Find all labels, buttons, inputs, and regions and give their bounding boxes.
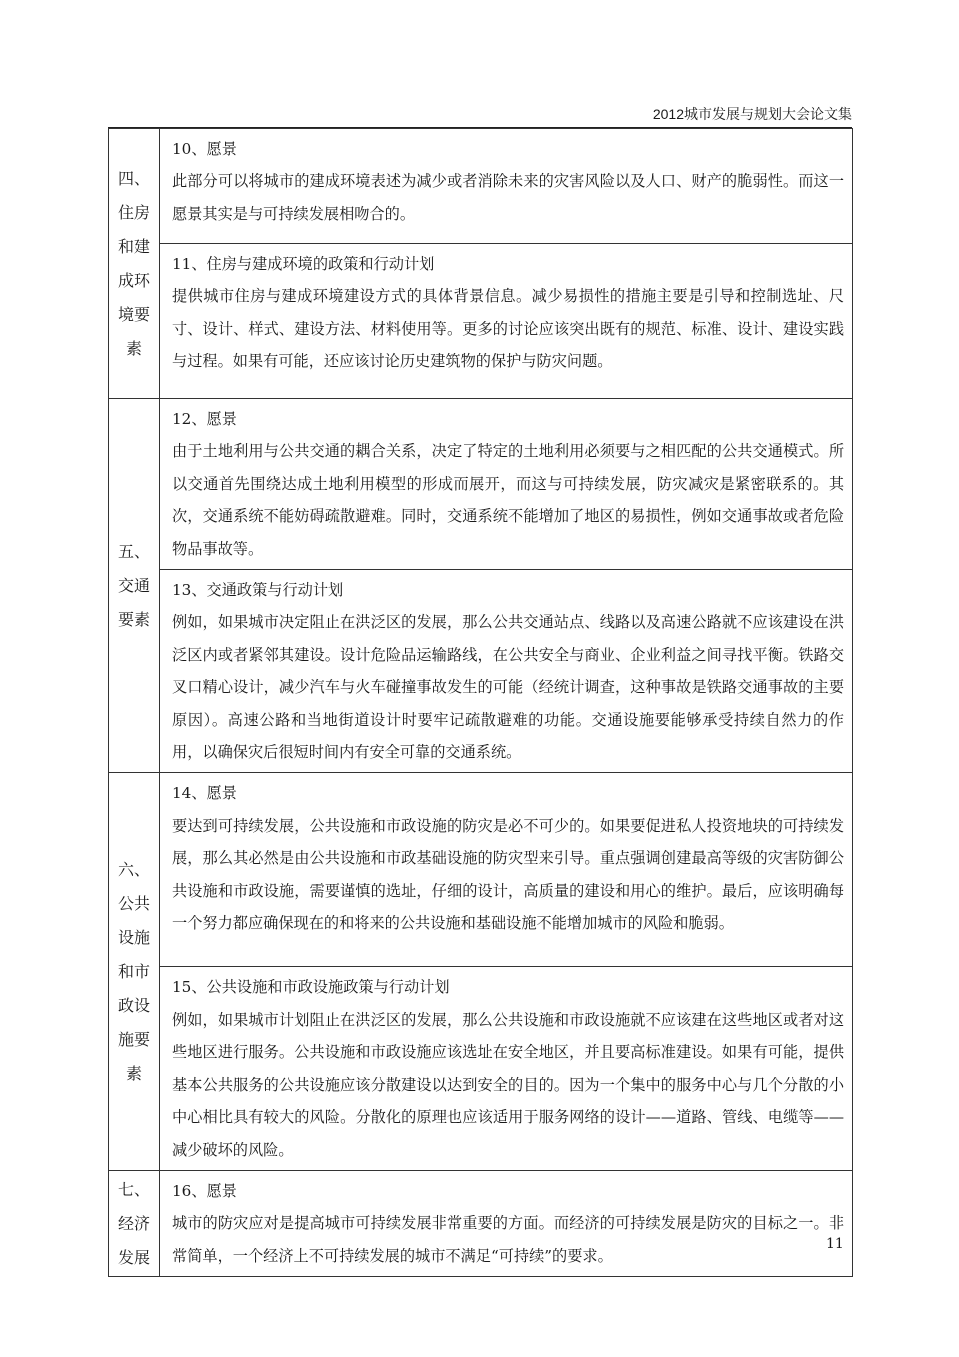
section-label-line: 公共 (117, 893, 150, 913)
table-row (109, 1170, 853, 1276)
item-body: 由于土地利用与公共交通的耦合关系，决定了特定的土地利用必须要与之相匹配的公共交通模式。所以交通首先围绕达成土地利用模型的形成而展开，而这与可持续发展，防灾减灾是紧密联系的。其次，交通系统不能妨碍疏散避难。同时，交通系统不能增加了地区的易损性，例如交通事故或者危险物品事故等。 (172, 442, 844, 558)
item-heading: 14、愿景 (172, 784, 237, 803)
section-label (109, 129, 160, 399)
table-row (109, 129, 853, 244)
item-heading: 11、住房与建成环境的政策和行动计划 (172, 255, 435, 273)
item-body: 例如，如果城市计划阻止在洪泛区的发展，那么公共设施和市政设施就不应该建在这些地区或者对这些地区进行服务。公共设施和市政设施应该选址在安全地区，并且要高标准建设。如果有可能，提供基本公共服务的公共设施应该分散建设以达到安全的目的。因为一个集中的服务中心与几个分散的小中心相比具有较大的风险。分散化的原理也应该适用于服务网络的设计——道路、管线、电缆等——减少破坏的风险。 (172, 1010, 844, 1159)
section-label-line: 境要 (117, 304, 150, 324)
section-label (109, 1170, 160, 1276)
section-label-line: 要素 (117, 609, 150, 629)
section-label-line: 经济 (117, 1213, 150, 1233)
item-heading: 12、愿景 (172, 410, 237, 428)
table-row (109, 773, 853, 967)
section-label (109, 773, 160, 1170)
section-label (109, 399, 160, 773)
content-cell (160, 129, 853, 244)
item-body: 要达到可持续发展，公共设施和市政设施的防灾是必不可少的。如果要促进私人投资地块的可持续发展，那么其必然是由公共设施和市政基础设施的防灾型来引导。重点强调创建最高等级的灾害防御公共设施和市政设施，需要谨慎的选址，仔细的设计，高质量的建设和用心的维护。最后，应该明确每一个努力都应确保现在的和将来的公共设施和基础设施不能增加城市的风险和脆弱。 (172, 816, 844, 933)
page-number: 11 (826, 1236, 844, 1252)
item-heading: 16、愿景 (172, 1181, 237, 1200)
item-heading: 13、交通政策与行动计划 (172, 581, 344, 600)
section-label-line: 和建 (117, 236, 150, 256)
section-label-line: 五、 (117, 541, 150, 561)
section-label-line: 发展 (117, 1247, 150, 1267)
section-label-line: 七、 (117, 1179, 150, 1199)
content-cell (160, 1170, 853, 1276)
section-label-line: 施要 (117, 1029, 150, 1049)
content-cell (160, 399, 853, 570)
content-cell (160, 773, 853, 967)
item-body: 提供城市住房与建成环境建设方式的具体背景信息。减少易损性的措施主要是引导和控制选址、尺寸、设计、样式、建设方法、材料使用等。更多的讨论应该突出既有的规范、标准、设计、建设实践与过程。如果有可能，还应该讨论历史建筑物的保护与防灾问题。 (172, 287, 844, 371)
item-heading: 15、公共设施和市政设施政策与行动计划 (172, 978, 450, 997)
item-heading: 10、愿景 (172, 140, 237, 158)
content-cell (160, 570, 853, 773)
item-body: 例如，如果城市决定阻止在洪泛区的发展，那么公共交通站点、线路以及高速公路就不应该建设在洪泛区内或者紧邻其建设。设计危险品运输路线，在公共安全与商业、企业利益之间寻找平衡。铁路交叉口精心设计，减少汽车与火车碰撞事故发生的可能（经统计调查，这种事故是铁路交通事故的主要原因）。高速公路和当地街道设计时要牢记疏散避难的功能。交通设施要能够承受持续自然力的作用，以确保灾后很短时间内有安全可靠的交通系统。 (172, 613, 844, 762)
table-row (109, 570, 853, 773)
section-label-line: 素 (125, 1063, 142, 1083)
item-body: 城市的防灾应对是提高城市可持续发展非常重要的方面。而经济的可持续发展是防灾的目标之一。非常简单，一个经济上不可持续发展的城市不满足“可持续”的要求。 (172, 1214, 844, 1265)
section-label-line: 六、 (117, 859, 150, 879)
content-cell (160, 967, 853, 1170)
running-header: 2012城市发展与规划大会论文集 (652, 106, 852, 122)
section-label-line: 素 (125, 338, 142, 358)
table-row (109, 244, 853, 399)
content-table (108, 128, 853, 1277)
section-label-line: 成环 (117, 270, 150, 290)
table-row (109, 399, 853, 570)
section-label-line: 设施 (117, 927, 150, 947)
section-label-line: 四、 (117, 168, 150, 188)
section-label-line: 和市 (117, 961, 150, 981)
content-cell (160, 244, 853, 399)
section-label-line: 住房 (117, 202, 150, 222)
section-label-line: 政设 (117, 995, 150, 1015)
item-body: 此部分可以将城市的建成环境表述为减少或者消除未来的灾害风险以及人口、财产的脆弱性。而这一愿景其实是与可持续发展相吻合的。 (172, 172, 844, 223)
table-row (109, 967, 853, 1170)
section-label-line: 交通 (117, 575, 150, 595)
